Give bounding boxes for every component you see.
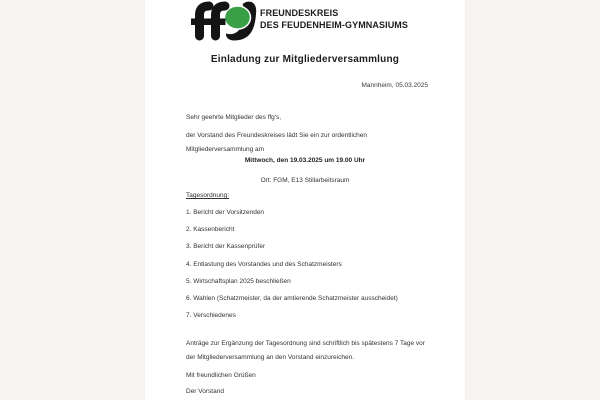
intro-line1: der Vorstand des Freundeskreises lädt Sie ein zur ordentlichen — [186, 132, 368, 139]
place-date-line: Mannheim, 05.03.2025 — [361, 82, 428, 89]
note-line2: der Mitgliederversammlung an den Vorstand einzureichen. — [186, 354, 355, 361]
org-name-line1: FREUNDESKREIS — [260, 8, 339, 18]
org-name — [260, 7, 408, 31]
meeting-datetime: Mittwoch, den 19.03.2025 um 19.00 Uhr — [244, 157, 366, 164]
ffg-logo-icon — [190, 1, 258, 42]
letter-title: Einladung zur Mitgliederversammlung — [210, 54, 400, 65]
org-name-line2: DES FEUDENHEIM-GYMNASIUMS — [260, 20, 409, 30]
agenda-item: 1. Bericht der Vorsitzenden — [186, 209, 265, 216]
agenda-item: 7. Verschiedenes — [186, 312, 236, 319]
agenda-heading: Tagesordnung: — [186, 192, 230, 199]
intro-line2: Mitgliederversammlung am — [186, 146, 265, 153]
meeting-location: Ort: FGM, E13 Stillarbeitsraum — [260, 177, 350, 184]
letter-page — [145, 0, 465, 400]
agenda-item: 6. Wahlen (Schatzmeister, da der amtierende Schatzmeister ausscheidet) — [186, 295, 398, 302]
agenda-item: 5. Wirtschaftsplan 2025 beschließen — [186, 278, 291, 285]
agenda-item: 4. Entlastung des Vorstandes und des Schatzmeisters — [186, 261, 342, 268]
salutation: Sehr geehrte Mitglieder des ffg's, — [186, 114, 282, 121]
agenda-item: 2. Kassenbericht — [186, 226, 235, 233]
closing: Mit freundlichen Grüßen — [186, 372, 256, 379]
signature: Der Vorstand — [186, 388, 224, 395]
note-line1: Anträge zur Ergänzung der Tagesordnung sind schriftlich bis spätestens 7 Tage vor — [186, 340, 425, 347]
agenda-item: 3. Bericht der Kassenprüfer — [186, 243, 266, 250]
